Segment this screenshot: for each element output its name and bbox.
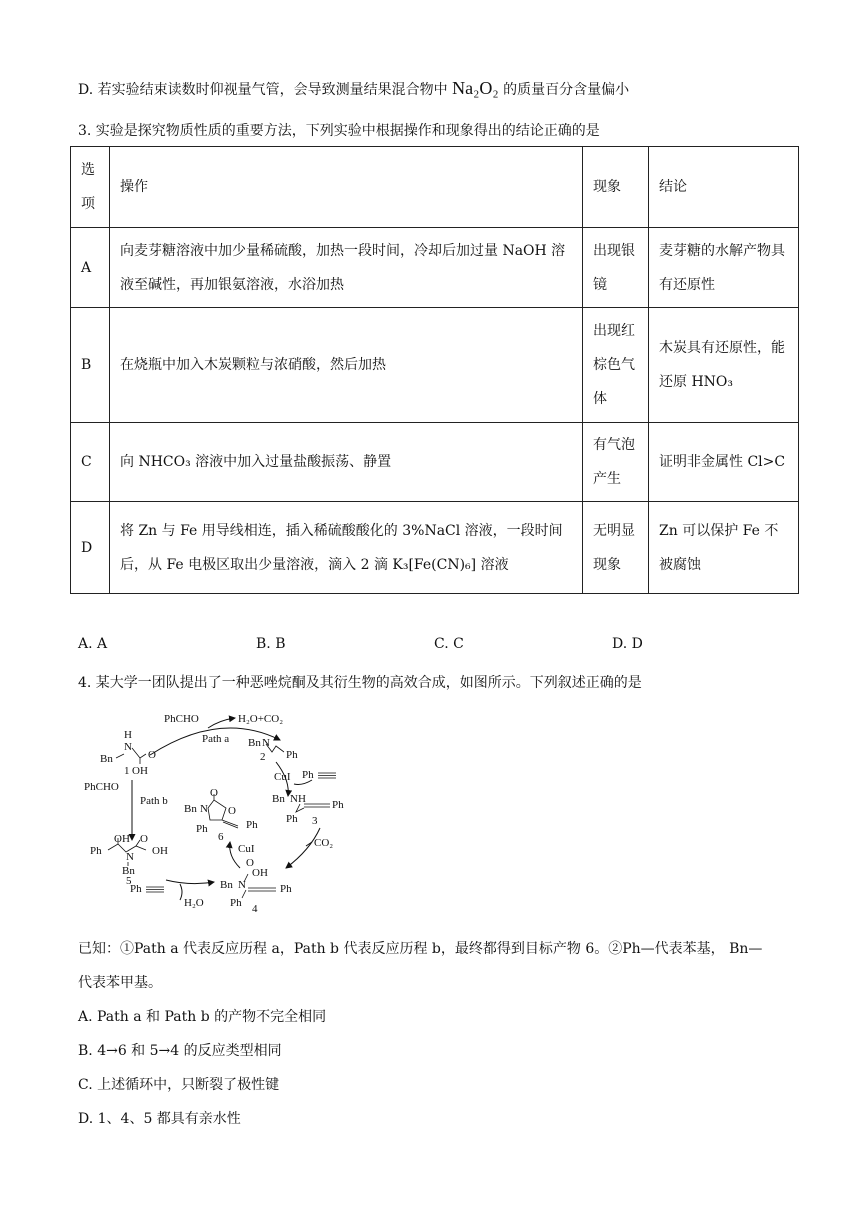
row-conclusion: 证明非金属性 Cl>C	[649, 423, 799, 502]
row-operation: 在烧瓶中加入木炭颗粒与浓硝酸，然后加热	[110, 308, 583, 423]
choice-c: C. C	[434, 636, 464, 652]
cpd5-oh: OH	[114, 833, 130, 845]
table-row	[71, 308, 799, 423]
row-conclusion: 木炭具有还原性，能还原 HNO₃	[649, 308, 799, 423]
cpd1-o: O	[148, 749, 156, 761]
cpd3-bonds	[296, 804, 330, 812]
cpd5-num: 5	[126, 875, 132, 887]
cpd2-num: 2	[260, 751, 266, 763]
alkyne-bottom-triple	[146, 887, 164, 892]
row-phenomenon: 无明显现象	[583, 502, 649, 594]
cpd6-o-top: O	[210, 787, 218, 799]
q2-option-d	[78, 78, 629, 99]
cpd6-bn: Bn	[184, 803, 197, 815]
q4-option-a: A. Path a 和 Path b 的产物不完全相同	[78, 1009, 327, 1025]
phcho-top-label: PhCHO	[164, 713, 199, 725]
alkyne-top-triple	[318, 773, 336, 778]
cpd3-num: 3	[312, 815, 318, 827]
cpd5-n: N	[126, 851, 134, 863]
cpd6-num: 6	[218, 831, 224, 843]
q3-table	[70, 146, 799, 594]
cpd4-n: N	[238, 879, 246, 891]
table-row	[71, 423, 799, 502]
cpd1-oh: OH	[132, 765, 148, 777]
choice-d: D. D	[612, 636, 643, 652]
cpd5-bn: Bn	[122, 865, 135, 877]
cpd4-ph-bottom: Ph	[230, 897, 242, 909]
row-conclusion: Zn 可以保护 Fe 不被腐蚀	[649, 502, 799, 594]
byproduct-top-label: H₂O+CO₂	[238, 713, 284, 725]
cpd4-oh: OH	[252, 867, 268, 879]
alkyne-top-ph: Ph	[302, 769, 314, 781]
reaction-scheme	[80, 700, 380, 915]
cpd5-oh2: OH	[152, 845, 168, 857]
table-header-row	[71, 147, 799, 228]
header-phenomenon: 现象	[583, 147, 649, 228]
row-option: C	[71, 423, 110, 502]
cpd1-n: N	[124, 741, 132, 753]
choice-a: A. A	[78, 636, 108, 652]
cpd4-num: 4	[252, 903, 258, 915]
q2-option-d-text-b: 的质量百分含量偏小	[503, 82, 630, 98]
alkyne-bottom-ph: Ph	[130, 883, 142, 895]
q4-option-c: C. 上述循环中，只断裂了极性键	[78, 1077, 280, 1093]
row-phenomenon: 出现银镜	[583, 228, 649, 308]
row-operation: 将 Zn 与 Fe 用导线相连，插入稀硫酸酸化的 3%NaCl 溶液，一段时间后，从 Fe 电极区取出少量溶液，滴入 2 滴 K₃[Fe(CN)₆] 溶液	[110, 502, 583, 594]
cpd6-n: N	[200, 803, 208, 815]
cpd4-o: O	[246, 857, 254, 869]
table-row	[71, 502, 799, 594]
known-line-1: 已知：①Path a 代表反应历程 a，Path b 代表反应历程 b，最终都得到目标产物 6。②Ph—代表苯基， Bn—	[78, 941, 763, 957]
q2-option-d-text-a: D. 若实验结束读数时仰视量气管，会导致测量结果混合物中	[78, 82, 448, 98]
row-conclusion: 麦芽糖的水解产物具有还原性	[649, 228, 799, 308]
cpd1-num: 1	[124, 765, 130, 777]
cpd2-n: N	[262, 737, 270, 749]
arrow-byproduct	[208, 718, 235, 728]
cui-top-label: CuI	[274, 771, 291, 783]
q4-known	[78, 932, 798, 1136]
cpd6-ph-bottom: Ph	[196, 823, 208, 835]
cui-mid-label: CuI	[238, 843, 255, 855]
co2-label: CO₂	[314, 837, 334, 849]
path-a-label: Path a	[202, 733, 230, 745]
row-option: D	[71, 502, 110, 594]
cpd6-ph-right: Ph	[246, 819, 258, 831]
row-option: A	[71, 228, 110, 308]
q2-option-d-formula: Na₂O₂	[452, 78, 499, 98]
q4-stem: 4. 某大学一团队提出了一种恶唑烷酮及其衍生物的高效合成，如图所示。下列叙述正确的是	[78, 675, 642, 691]
cpd3-bn: Bn	[272, 793, 285, 805]
cpd3-ph-bottom: Ph	[286, 813, 298, 825]
table-row	[71, 228, 799, 308]
cpd1-bn: Bn	[100, 753, 113, 765]
row-operation: 向 NHCO₃ 溶液中加入过量盐酸振荡、静置	[110, 423, 583, 502]
q4-option-d: D. 1、4、5 都具有亲水性	[78, 1111, 241, 1127]
cpd3-nh: NH	[290, 793, 306, 805]
row-operation: 向麦芽糖溶液中加少量稀硫酸，加热一段时间，冷却后加过量 NaOH 溶液至碱性，再加银氨溶液，水浴加热	[110, 228, 583, 308]
row-option: B	[71, 308, 110, 423]
cpd5-ph: Ph	[90, 845, 102, 857]
phcho-left-label: PhCHO	[84, 781, 119, 793]
q4-option-b: B. 4→6 和 5→4 的反应类型相同	[78, 1043, 282, 1059]
cpd4-bn: Bn	[220, 879, 233, 891]
cpd3-ph-right: Ph	[332, 799, 344, 811]
cpd2-ph: Ph	[286, 749, 298, 761]
arrow-5-to-4	[166, 880, 214, 884]
water-label: H₂O	[184, 897, 204, 909]
cpd4-ph-right: Ph	[280, 883, 292, 895]
q3-stem: 3. 实验是探究物质性质的重要方法，下列实验中根据操作和现象得出的结论正确的是	[78, 123, 600, 139]
known-line-2: 代表苯甲基。	[78, 975, 162, 991]
row-phenomenon: 出现红棕色气体	[583, 308, 649, 423]
row-phenomenon: 有气泡产生	[583, 423, 649, 502]
cpd2-bn: Bn	[248, 737, 261, 749]
header-option: 选项	[71, 147, 110, 228]
choice-b: B. B	[256, 636, 286, 652]
cpd6-o-ring: O	[228, 805, 236, 817]
path-b-label: Path b	[140, 795, 168, 807]
arrow-water-out	[180, 884, 182, 900]
header-operation: 操作	[110, 147, 583, 228]
cpd1-h: H	[124, 729, 132, 741]
header-conclusion: 结论	[649, 147, 799, 228]
cpd5-o: O	[140, 833, 148, 845]
